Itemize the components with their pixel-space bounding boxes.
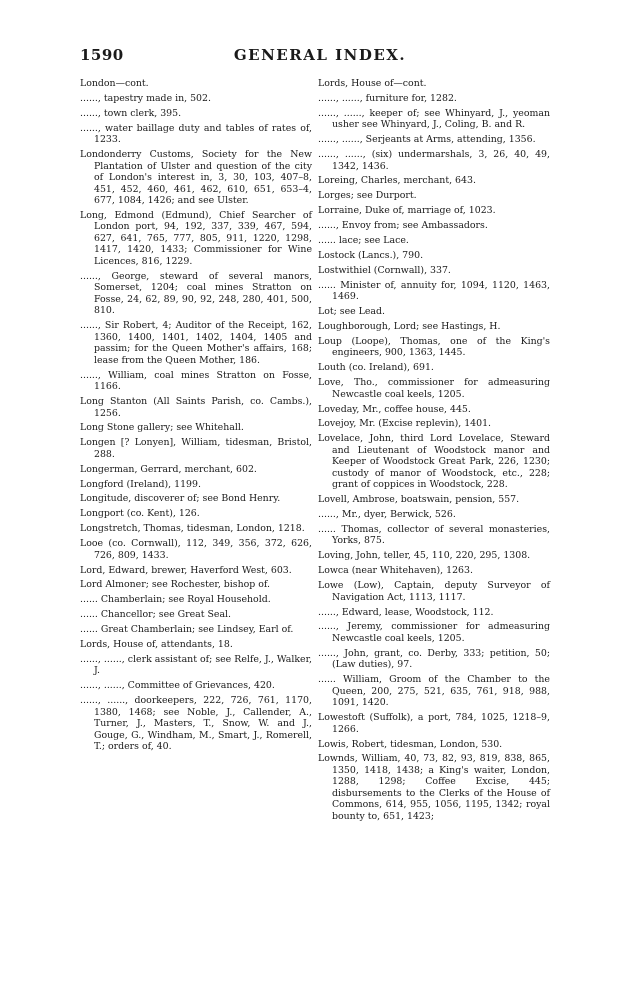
page-title: GENERAL INDEX. bbox=[233, 46, 407, 64]
index-entry: ......, ......, clerk assistant of; see Relfe, J., Walker, J. bbox=[80, 653, 312, 677]
index-entry: Lovejoy, Mr. (Excise replevin), 1401. bbox=[318, 418, 492, 430]
index-entry: Loughborough, Lord; see Hastings, H. bbox=[318, 320, 501, 332]
index-entry: ...... Chamberlain; see Royal Household. bbox=[80, 594, 271, 606]
index-entry: Lord, Edward, brewer, Haverford West, 603. bbox=[80, 564, 292, 576]
index-entry: ......, town clerk, 395. bbox=[80, 107, 182, 119]
index-column-left bbox=[80, 78, 312, 756]
index-entry: Lot; see Lead. bbox=[318, 306, 386, 318]
index-entry: Longerman, Gerrard, merchant, 602. bbox=[80, 463, 257, 475]
index-entry: ......, Sir Robert, 4; Auditor of the Receipt, 162, 1360, 1400, 1401, 1402, 1404, 1405 and passim; for the Queen Mother's affairs, 168; lease from the Queen Mother, 186. bbox=[80, 320, 312, 366]
index-entry: London—cont. bbox=[80, 78, 149, 89]
index-entry: Londonderry Customs, Society for the New Plantation of Ulster and question of the city of London's interest in, 3, 30, 103, 407–8, 451, 452, 460, 461, 462, 610, 651, 653–4, 677, 1084, 1426; and see Ulster. bbox=[80, 149, 312, 207]
index-entry: Longen [? Lonyen], William, tidesman, Bristol, 288. bbox=[80, 437, 312, 460]
index-entry: ...... William, Groom of the Chamber to the Queen, 200, 275, 521, 635, 761, 918, 988, 1091, 1420. bbox=[318, 674, 550, 709]
index-entry: Longport (co. Kent), 126. bbox=[80, 508, 200, 520]
index-entry: Lords, House of, attendants, 18. bbox=[80, 638, 233, 650]
index-entry: ...... Thomas, collector of several monasteries, Yorks, 875. bbox=[318, 523, 550, 547]
index-entry: Long Stone gallery; see Whitehall. bbox=[80, 422, 244, 434]
index-entry: Long, Edmond (Edmund), Chief Searcher of London port, 94, 192, 337, 339, 467, 594, 627, 641, 765, 777, 805, 911, 1220, 1298, 1417, 1420, 1433; Commissioner for Wine Licences, 816, 1229. bbox=[80, 209, 312, 267]
index-entry: ...... Minister of, annuity for, 1094, 1120, 1463, 1469. bbox=[318, 279, 550, 303]
index-entry: ......, William, coal mines Stratton on Fosse, 1166. bbox=[80, 369, 312, 393]
page-number: 1590 bbox=[80, 46, 124, 64]
index-entry: Longstretch, Thomas, tidesman, London, 1218. bbox=[80, 523, 305, 535]
index-entry: Louth (co. Ireland), 691. bbox=[318, 362, 434, 374]
index-entry: ......, ......, furniture for, 1282. bbox=[318, 92, 457, 104]
index-entry: Loving, John, teller, 45, 110, 220, 295, 1308. bbox=[318, 550, 531, 562]
index-entry: Loreing, Charles, merchant, 643. bbox=[318, 175, 476, 187]
index-entry: Longitude, discoverer of; see Bond Henry. bbox=[80, 493, 281, 505]
index-entry: Looe (co. Cornwall), 112, 349, 356, 372, 626, 726, 809, 1433. bbox=[80, 538, 312, 561]
page-header bbox=[80, 46, 560, 68]
index-entry: Lowestoft (Suffolk), a port, 784, 1025, 1218–9, 1266. bbox=[318, 712, 550, 735]
index-entry: Loup (Loope), Thomas, one of the King's engineers, 900, 1363, 1445. bbox=[318, 335, 550, 359]
index-entry: Lord Almoner; see Rochester, bishop of. bbox=[80, 579, 271, 591]
index-entry: Lowis, Robert, tidesman, London, 530. bbox=[318, 738, 503, 750]
index-column-right bbox=[318, 78, 550, 826]
index-entry: Lovelace, John, third Lord Lovelace, Steward and Lieutenant of Woodstock manor and Keeper of Woodstock Great Park, 226, 1230; custody of manor of Woodstock, etc., 228; grant of coppices in Woodstock, 228. bbox=[318, 433, 550, 491]
index-entry: Love, Tho., commissioner for admeasuring Newcastle coal keels, 1205. bbox=[318, 377, 550, 400]
index-entry: ...... Chancellor; see Great Seal. bbox=[80, 609, 232, 621]
index-entry: ......, ......, Serjeants at Arms, attending, 1356. bbox=[318, 134, 536, 146]
index-entry: Lorraine, Duke of, marriage of, 1023. bbox=[318, 205, 496, 217]
index-entry: Long Stanton (All Saints Parish, co. Cambs.), 1256. bbox=[80, 396, 312, 419]
index-entry: ......, ......, keeper of; see Whinyard, J., yeoman usher see Whinyard, J., Coling, B. and R. bbox=[318, 107, 550, 131]
index-entry: ......, water baillage duty and tables of rates of, 1233. bbox=[80, 122, 312, 146]
index-entry: ......, Jeremy, commissioner for admeasuring Newcastle coal keels, 1205. bbox=[318, 621, 550, 644]
index-entry: Lovell, Ambrose, boatswain, pension, 557. bbox=[318, 494, 520, 506]
index-entry: Lowca (near Whitehaven), 1263. bbox=[318, 565, 473, 577]
index-entry: ......, tapestry made in, 502. bbox=[80, 92, 211, 104]
index-entry: ......, John, grant, co. Derby, 333; petition, 50; (Law duties), 97. bbox=[318, 647, 550, 671]
index-entry: Lostwithiel (Cornwall), 337. bbox=[318, 264, 451, 276]
index-entry: Lowe (Low), Captain, deputy Surveyor of Navigation Act, 1113, 1117. bbox=[318, 580, 550, 603]
index-entry: Lostock (Lancs.), 790. bbox=[318, 249, 424, 261]
index-entry: ......, Envoy from; see Ambassadors. bbox=[318, 220, 488, 232]
index-entry: Lorges; see Durport. bbox=[318, 190, 417, 202]
index-entry: Longford (Ireland), 1199. bbox=[80, 478, 201, 490]
index-entry: ......, Mr., dyer, Berwick, 526. bbox=[318, 509, 456, 521]
index-entry: ...... Great Chamberlain; see Lindsey, Earl of. bbox=[80, 624, 294, 636]
index-entry: ......, ......, Committee of Grievances, 420. bbox=[80, 680, 275, 692]
index-entry: Loveday, Mr., coffee house, 445. bbox=[318, 403, 471, 415]
index-entry: Lords, House of—cont. bbox=[318, 78, 427, 89]
index-entry: ......, ......, doorkeepers, 222, 726, 761, 1170, 1380, 1468; see Noble, J., Callender, A., Turner, J., Masters, T., Snow, W. and J., Gouge, G., Windham, M., Smart, J., Romerell, T.; orders of, 40. bbox=[80, 695, 312, 753]
index-entry: ......, Edward, lease, Woodstock, 112. bbox=[318, 606, 494, 618]
index-entry: Lownds, William, 40, 73, 82, 93, 819, 838, 865, 1350, 1418, 1438; a King's waiter, London, 1288, 1298; Coffee Excise, 445; disbursements to the Clerks of the House of Commons, 614, 955, 1056, 1195, 1342; royal bounty to, 651, 1423; bbox=[318, 753, 550, 822]
index-entry: ......, George, steward of several manors, Somerset, 1204; coal mines Stratton on Fosse, 24, 62, 89, 90, 92, 248, 280, 401, 500, 810. bbox=[80, 270, 312, 317]
index-entry: ...... lace; see Lace. bbox=[318, 235, 409, 247]
index-entry: ......, ......, (six) undermarshals, 3, 26, 40, 49, 1342, 1436. bbox=[318, 149, 550, 172]
